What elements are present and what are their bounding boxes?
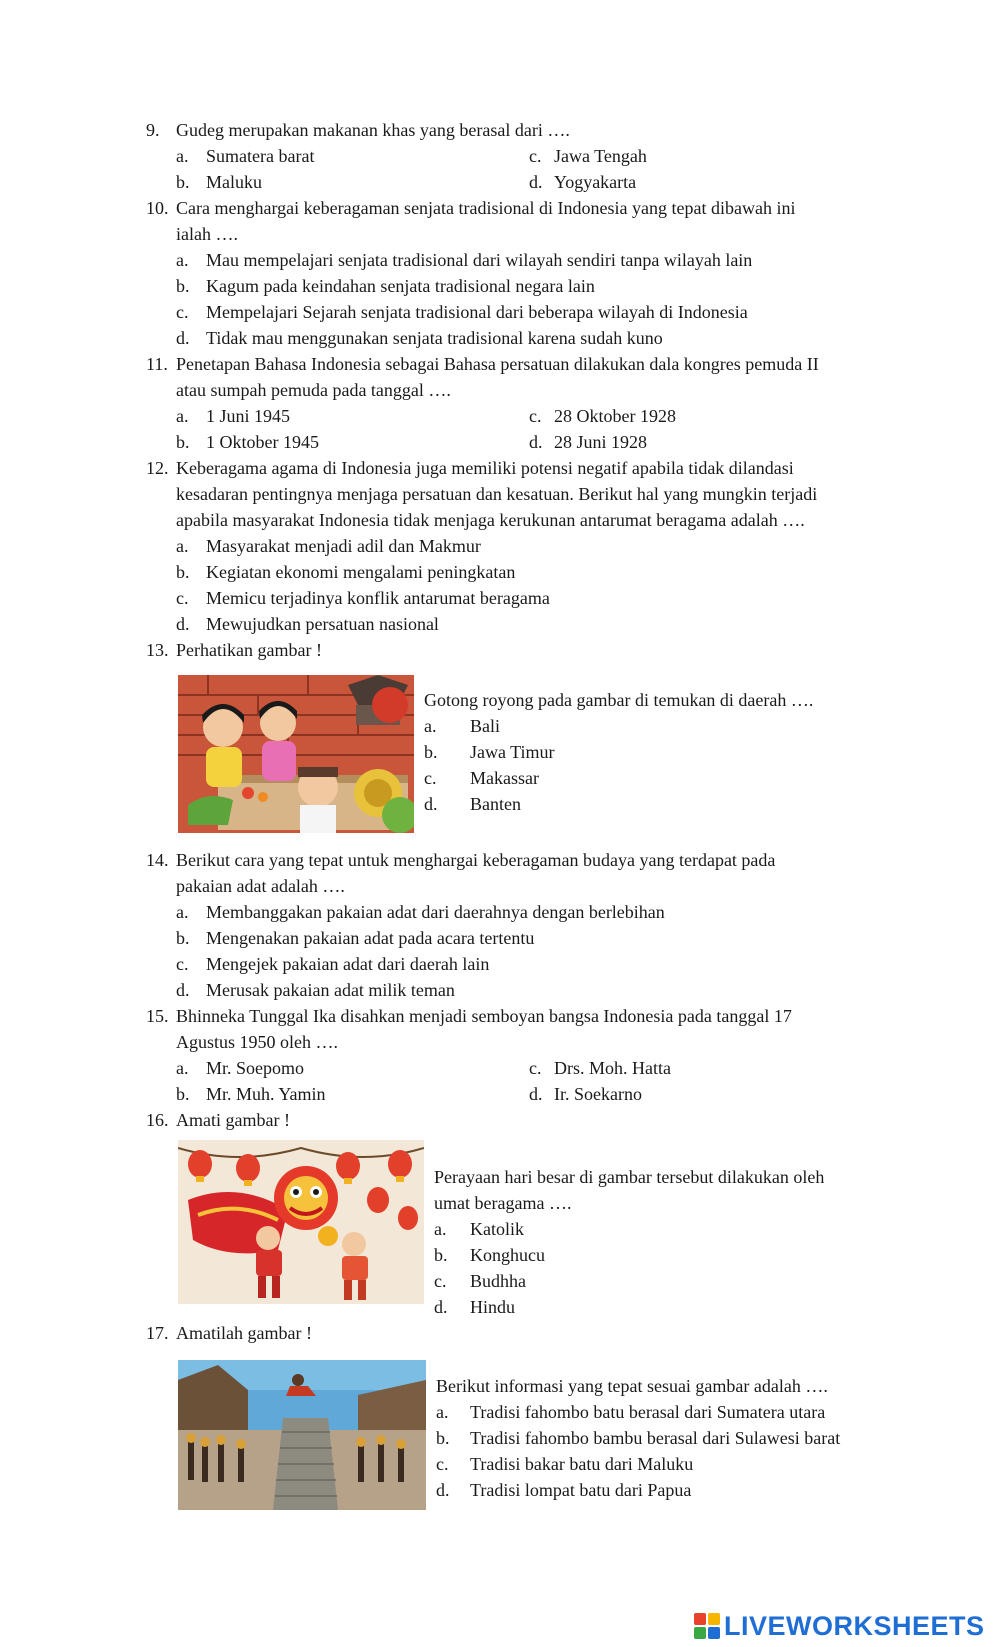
question-text: Gudeg merupakan makanan khas yang berasal dari …. xyxy=(176,120,570,140)
question-text: ialah …. xyxy=(176,224,238,244)
option-text: Budhha xyxy=(470,1271,526,1291)
option-text: Mewujudkan persatuan nasional xyxy=(206,614,439,634)
option-text: Jawa Tengah xyxy=(554,146,647,166)
option-text: Tradisi bakar batu dari Maluku xyxy=(470,1454,694,1474)
option-letter: d. xyxy=(529,1084,543,1104)
option-text: Ir. Soekarno xyxy=(554,1084,642,1104)
option-text: Maluku xyxy=(206,172,262,192)
stone-jumping-photo xyxy=(178,1360,426,1510)
option-text: Tradisi fahombo bambu berasal dari Sulawesi barat xyxy=(470,1428,841,1448)
option-letter: d. xyxy=(176,614,190,634)
question-text: Perhatikan gambar ! xyxy=(176,640,322,660)
question-text: apabila masyarakat Indonesia tidak menjaga kerukunan antarumat beragama adalah …. xyxy=(176,510,805,530)
option-text: Hindu xyxy=(470,1297,515,1317)
option-letter: d. xyxy=(434,1297,448,1317)
option-letter: b. xyxy=(176,432,190,452)
mark-square xyxy=(694,1613,706,1625)
option-letter: b. xyxy=(436,1428,450,1448)
liveworksheets-logo[interactable] xyxy=(694,1610,985,1642)
option-text: Konghucu xyxy=(470,1245,545,1265)
option-text: Kegiatan ekonomi mengalami peningkatan xyxy=(206,562,516,582)
question-text: Keberagama agama di Indonesia juga memiliki potensi negatif apabila tidak dilandasi xyxy=(176,458,794,478)
option-text: Mau mempelajari senjata tradisional dari wilayah sendiri tanpa wilayah lain xyxy=(206,250,753,270)
option-letter: b. xyxy=(176,172,190,192)
question-text: Amatilah gambar ! xyxy=(176,1323,312,1343)
option-letter: c. xyxy=(424,768,437,788)
question-prompt: Berikut informasi yang tepat sesuai gambar adalah …. xyxy=(436,1376,828,1396)
question-text: atau sumpah pemuda pada tanggal …. xyxy=(176,380,451,400)
option-text: Membanggakan pakaian adat dari daerahnya dengan berlebihan xyxy=(206,902,665,922)
option-text: Mr. Muh. Yamin xyxy=(206,1084,326,1104)
question-text: kesadaran pentingnya menjaga persatuan dan kesatuan. Berikut hal yang mungkin terjadi xyxy=(176,484,818,504)
option-text: Jawa Timur xyxy=(470,742,555,762)
option-text: Tidak mau menggunakan senjata tradisional karena sudah kuno xyxy=(206,328,663,348)
option-letter: a. xyxy=(176,902,189,922)
question-number: 12. xyxy=(146,458,169,478)
option-letter: d. xyxy=(529,432,543,452)
option-letter: d. xyxy=(529,172,543,192)
option-letter: c. xyxy=(176,588,189,608)
question-prompt: umat beragama …. xyxy=(434,1193,572,1213)
option-text: 1 Oktober 1945 xyxy=(206,432,319,452)
option-text: Masyarakat menjadi adil dan Makmur xyxy=(206,536,481,556)
question-number: 16. xyxy=(146,1110,169,1130)
option-text: Kagum pada keindahan senjata tradisional negara lain xyxy=(206,276,595,296)
option-text: Yogyakarta xyxy=(554,172,637,192)
option-letter: c. xyxy=(434,1271,447,1291)
liveworksheets-mark-icon xyxy=(694,1613,720,1639)
option-letter: d. xyxy=(424,794,438,814)
option-letter: c. xyxy=(176,302,189,322)
option-letter: c. xyxy=(436,1454,449,1474)
liveworksheets-wordmark: LIVEWORKSHEETS xyxy=(724,1610,985,1641)
question-prompt: Perayaan hari besar di gambar tersebut dilakukan oleh xyxy=(434,1167,825,1187)
question-number: 15. xyxy=(146,1006,169,1026)
option-text: Sumatera barat xyxy=(206,146,315,166)
option-text: Banten xyxy=(470,794,521,814)
option-letter: a. xyxy=(176,406,189,426)
option-text: 28 Oktober 1928 xyxy=(554,406,676,426)
lion-dance-illustration xyxy=(178,1140,424,1304)
option-text: Katolik xyxy=(470,1219,524,1239)
option-text: Mengejek pakaian adat dari daerah lain xyxy=(206,954,490,974)
option-letter: a. xyxy=(434,1219,447,1239)
option-text: Makassar xyxy=(470,768,539,788)
question-number: 11. xyxy=(146,354,168,374)
mark-square xyxy=(708,1627,720,1639)
question-text: Berikut cara yang tepat untuk menghargai keberagaman budaya yang terdapat pada xyxy=(176,850,776,870)
option-letter: a. xyxy=(176,536,189,556)
question-text: Penetapan Bahasa Indonesia sebagai Bahasa persatuan dilakukan dala kongres pemuda II xyxy=(176,354,819,374)
option-letter: d. xyxy=(176,980,190,1000)
option-text: Tradisi fahombo batu berasal dari Sumatera utara xyxy=(470,1402,826,1422)
option-text: 28 Juni 1928 xyxy=(554,432,648,452)
mark-square xyxy=(708,1613,720,1625)
option-letter: b. xyxy=(434,1245,448,1265)
question-number: 17. xyxy=(146,1323,169,1343)
gotong-royong-illustration xyxy=(178,675,414,833)
option-letter: c. xyxy=(529,406,542,426)
option-letter: a. xyxy=(176,250,189,270)
option-letter: b. xyxy=(176,928,190,948)
option-letter: c. xyxy=(176,954,189,974)
question-number: 14. xyxy=(146,850,169,870)
option-letter: c. xyxy=(529,1058,542,1078)
option-letter: a. xyxy=(424,716,437,736)
option-letter: d. xyxy=(436,1480,450,1500)
question-text: Agustus 1950 oleh …. xyxy=(176,1032,338,1052)
mark-square xyxy=(694,1627,706,1639)
option-text: 1 Juni 1945 xyxy=(206,406,291,426)
option-letter: b. xyxy=(424,742,438,762)
option-text: Mempelajari Sejarah senjata tradisional dari beberapa wilayah di Indonesia xyxy=(206,302,748,322)
question-text: Amati gambar ! xyxy=(176,1110,290,1130)
option-text: Mengenakan pakaian adat pada acara tertentu xyxy=(206,928,535,948)
question-text: Bhinneka Tunggal Ika disahkan menjadi semboyan bangsa Indonesia pada tanggal 17 xyxy=(176,1006,792,1026)
option-letter: a. xyxy=(176,146,189,166)
option-text: Tradisi lompat batu dari Papua xyxy=(470,1480,692,1500)
option-letter: b. xyxy=(176,562,190,582)
option-text: Mr. Soepomo xyxy=(206,1058,305,1078)
question-number: 13. xyxy=(146,640,169,660)
question-number: 9. xyxy=(146,120,160,140)
option-text: Bali xyxy=(470,716,500,736)
question-number: 10. xyxy=(146,198,169,218)
option-letter: d. xyxy=(176,328,190,348)
option-letter: a. xyxy=(436,1402,449,1422)
option-letter: a. xyxy=(176,1058,189,1078)
option-text: Merusak pakaian adat milik teman xyxy=(206,980,455,1000)
question-text: pakaian adat adalah …. xyxy=(176,876,345,896)
option-letter: b. xyxy=(176,276,190,296)
option-text: Drs. Moh. Hatta xyxy=(554,1058,671,1078)
option-letter: b. xyxy=(176,1084,190,1104)
question-text: Cara menghargai keberagaman senjata tradisional di Indonesia yang tepat dibawah ini xyxy=(176,198,796,218)
question-prompt: Gotong royong pada gambar di temukan di daerah …. xyxy=(424,690,814,710)
option-letter: c. xyxy=(529,146,542,166)
option-text: Memicu terjadinya konflik antarumat beragama xyxy=(206,588,550,608)
